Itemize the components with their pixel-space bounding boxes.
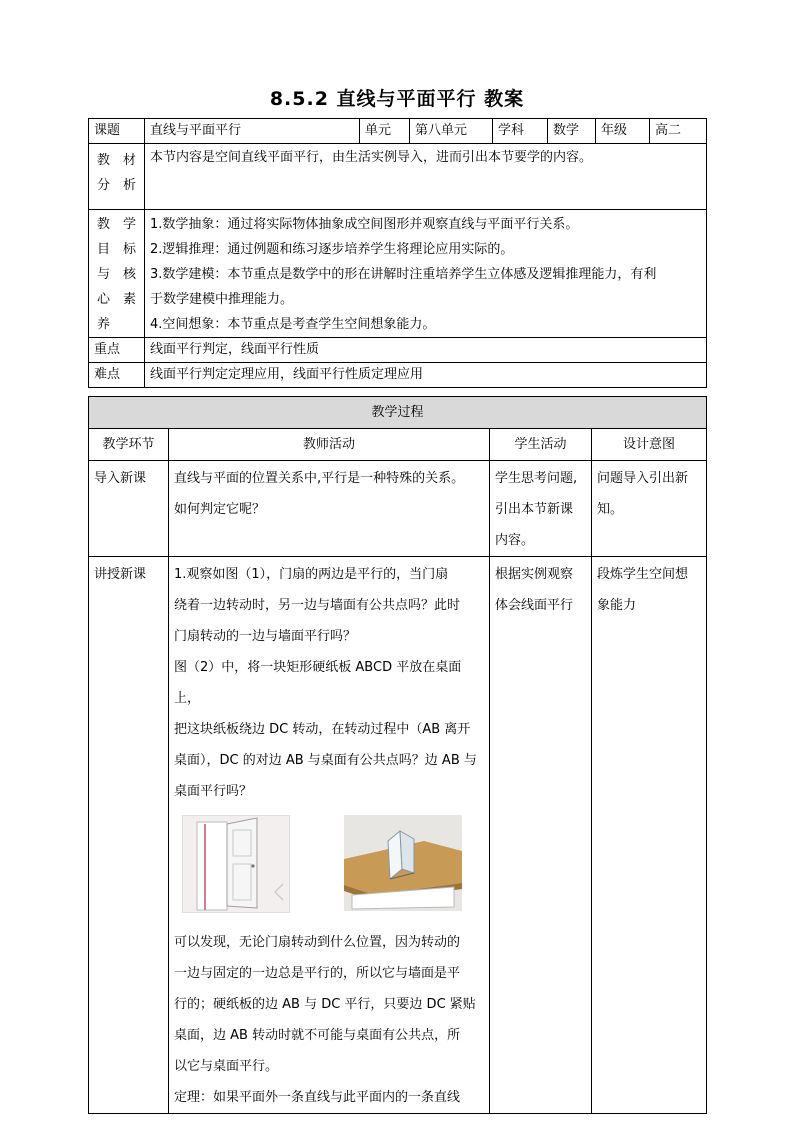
- key-point-content: 线面平行判定，线面平行性质: [145, 338, 707, 363]
- topic-value: 直线与平面平行: [145, 119, 360, 144]
- teacher-line: 一边与固定的一边总是平行的，所以它与墙面是平: [174, 966, 461, 981]
- student-cell: [490, 461, 592, 557]
- subject-label: 学科: [493, 119, 548, 144]
- teacher-line: 直线与平面的位置关系中,平行是一种特殊的关系。: [174, 471, 465, 486]
- table-row: [89, 557, 707, 1114]
- topic-label: 课题: [89, 119, 145, 144]
- teacher-line: 1.观察如图（1），门扇的两边是平行的，当门扇: [174, 567, 449, 582]
- page-title: 8.5.2 直线与平面平行 教案: [269, 88, 525, 110]
- teacher-line: 把这块纸板绕边 DC 转动，在转动过程中（AB 离开: [174, 722, 471, 737]
- goal-item: 2.逻辑推理：通过例题和练习逐步培养学生将理论应用实际的。: [150, 242, 514, 257]
- unit-label: 单元: [360, 119, 410, 144]
- intent-line: 段炼学生空间想: [597, 567, 689, 582]
- intent-cell: [592, 557, 707, 1114]
- difficulty-content: 线面平行判定定理应用，线面平行性质定理应用: [145, 363, 707, 388]
- process-header: 教学过程: [89, 397, 707, 429]
- topic-row: [89, 119, 707, 144]
- door-icon: [183, 816, 289, 912]
- stage-cell: 讲授新课: [89, 557, 169, 1114]
- process-header-row: [89, 397, 707, 429]
- intent-line: 问题导入引出新: [597, 471, 689, 486]
- goals-content: [145, 210, 707, 338]
- analysis-label-line: 分 析: [97, 178, 136, 193]
- teacher-cell: [169, 461, 490, 557]
- key-point-label: 重点: [89, 338, 145, 363]
- goal-item: 于数学建模中推理能力。: [150, 292, 294, 307]
- cardboard-icon: [344, 815, 462, 911]
- goals-label-line: 与 核: [97, 267, 136, 282]
- intent-line: 知。: [597, 502, 624, 517]
- student-line: 根据实例观察: [495, 567, 574, 582]
- analysis-label-line: 教 材: [97, 153, 136, 168]
- goal-item: 1.数学抽象：通过将实际物体抽象成空间图形并观察直线与平面平行关系。: [150, 217, 579, 232]
- analysis-label: [89, 144, 145, 210]
- grade-label: 年级: [596, 119, 650, 144]
- column-header: 教师活动: [169, 429, 490, 461]
- difficulty-row: [89, 363, 707, 388]
- subject-value: 数学: [548, 119, 596, 144]
- goal-item: 4.空间想象：本节重点是考查学生空间想象能力。: [150, 317, 436, 332]
- goals-label-line: 养: [97, 317, 111, 332]
- stage-cell: 导入新课: [89, 461, 169, 557]
- teacher-line: 以它与桌面平行。: [174, 1059, 279, 1074]
- teacher-line: 绕着一边转动时，另一边与墙面有公共点吗？此时: [174, 598, 461, 613]
- teacher-line: 如何判定它呢？: [174, 502, 266, 517]
- goals-label: [89, 210, 145, 338]
- teacher-cell: [169, 557, 490, 1114]
- table-row: [89, 461, 707, 557]
- process-table: [88, 396, 707, 1114]
- unit-value: 第八单元: [410, 119, 493, 144]
- column-header: 教学环节: [89, 429, 169, 461]
- column-header: 设计意图: [592, 429, 707, 461]
- process-columns-row: [89, 429, 707, 461]
- goal-item: 3.数学建模：本节重点是数学中的形在讲解时注重培养学生立体感及逻辑推理能力，有利: [150, 267, 657, 282]
- student-line: 学生思考问题,: [495, 471, 578, 486]
- goals-label-line: 心 素: [97, 292, 136, 307]
- teacher-line: 桌面，边 AB 转动时就不可能与桌面有公共点，所: [174, 1028, 461, 1043]
- teacher-line: 定理：如果平面外一条直线与此平面内的一条直线: [174, 1090, 461, 1105]
- student-line: 内容。: [495, 533, 535, 548]
- grade-value: 高二: [650, 119, 707, 144]
- teacher-line: 可以发现，无论门扇转动到什么位置，因为转动的: [174, 935, 461, 950]
- student-line: 体会线面平行: [495, 598, 574, 613]
- student-line: 引出本节新课: [495, 502, 574, 517]
- intent-line: 象能力: [597, 598, 637, 613]
- cardboard-figure: [344, 815, 462, 911]
- difficulty-label: 难点: [89, 363, 145, 388]
- teacher-line: 门扇转动的一边与墙面平行吗？: [174, 629, 357, 644]
- goals-label-line: 目 标: [97, 242, 136, 257]
- analysis-row: [89, 144, 707, 210]
- door-figure: [182, 815, 290, 913]
- intent-cell: [592, 461, 707, 557]
- student-cell: [490, 557, 592, 1114]
- column-header: 学生活动: [490, 429, 592, 461]
- teacher-line: 图（2）中，将一块矩形硬纸板 ABCD 平放在桌面上，: [174, 660, 462, 706]
- teacher-line: 桌面），DC 的对边 AB 与桌面有公共点吗？边 AB 与: [174, 753, 477, 768]
- teacher-line: 桌面平行吗？: [174, 784, 253, 799]
- teacher-line: 行的；硬纸板的边 AB 与 DC 平行，只要边 DC 紧贴: [174, 997, 476, 1012]
- key-point-row: [89, 338, 707, 363]
- goals-row: [89, 210, 707, 338]
- analysis-content: 本节内容是空间直线平面平行，由生活实例导入，进而引出本节要学的内容。: [145, 144, 707, 210]
- goals-label-line: 教 学: [97, 217, 136, 232]
- figures: [174, 811, 484, 921]
- info-table: [88, 118, 707, 388]
